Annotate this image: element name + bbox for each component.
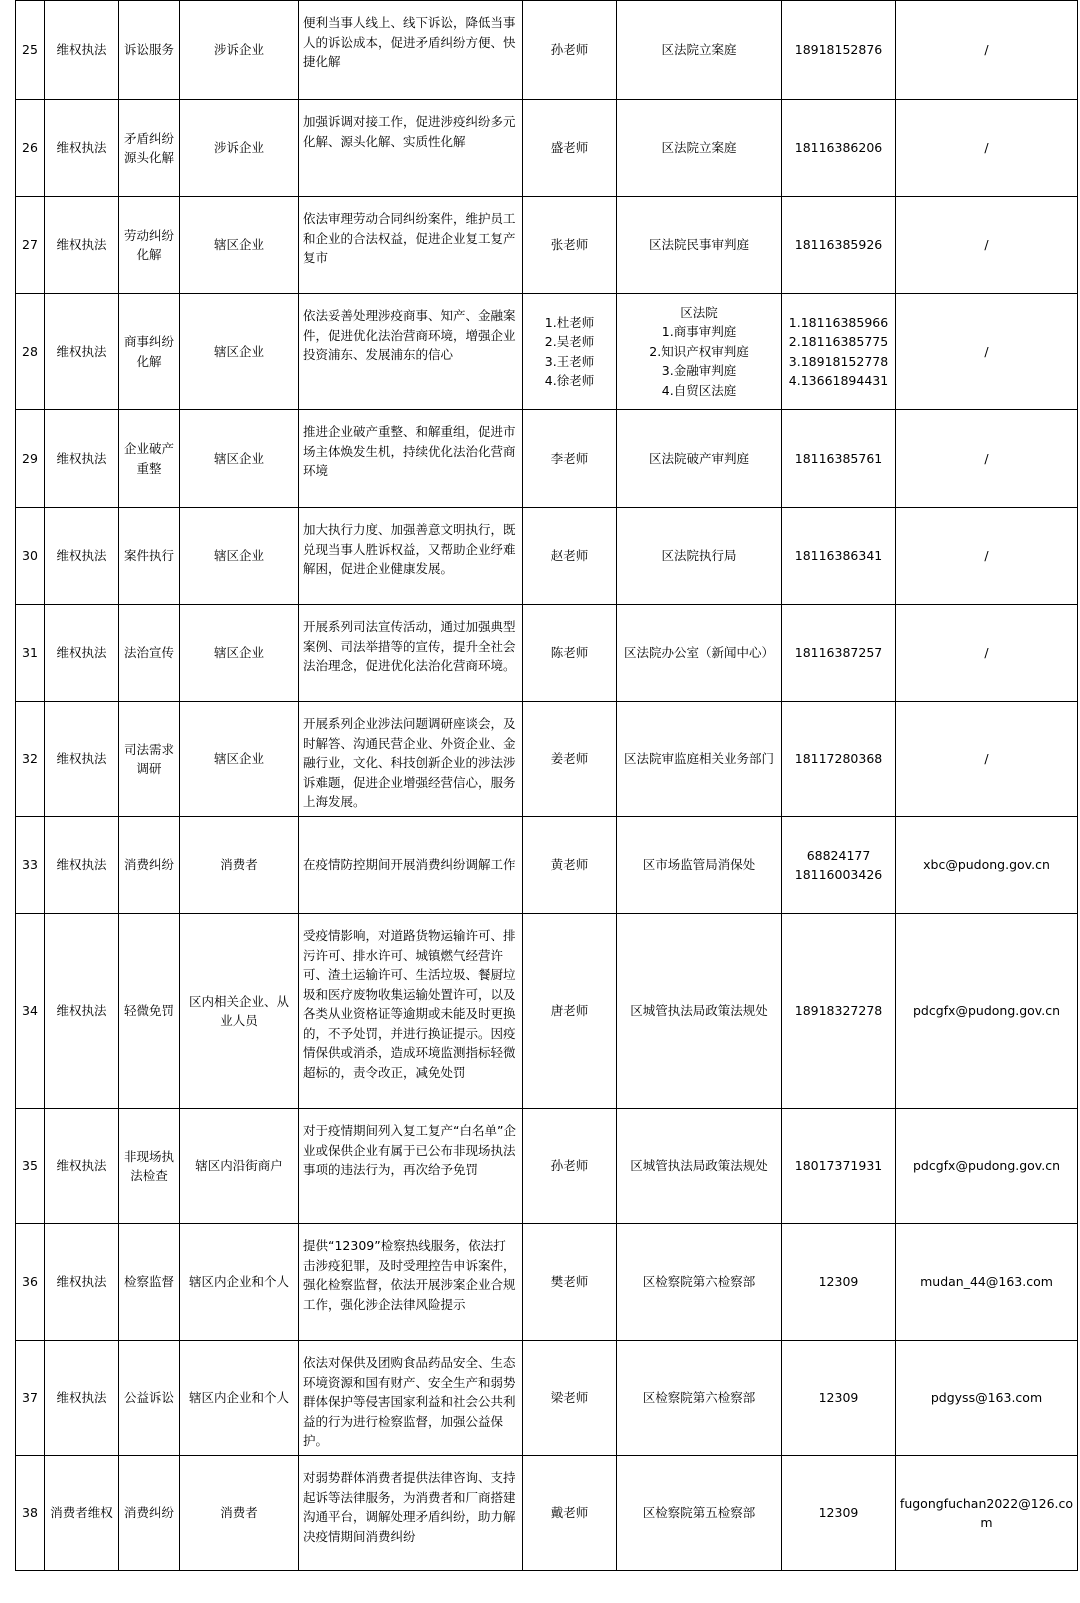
phone-cell — [782, 1224, 896, 1341]
contact-cell — [523, 914, 617, 1109]
table-row — [16, 1, 1078, 100]
content-cell: 在疫情防控期间开展消费纠纷调解工作 — [299, 817, 523, 914]
department-cell — [617, 1109, 782, 1224]
service-item-cell: 案件执行 — [119, 508, 180, 605]
target-cell: 辖区企业 — [180, 197, 299, 294]
table-row — [16, 1456, 1078, 1571]
content-cell: 依法审理劳动合同纠纷案件，维护员工和企业的合法权益，促进企业复工复产复市 — [299, 197, 523, 294]
service-item-cell: 企业破产重整 — [119, 410, 180, 508]
department-cell-line: 3.金融审判庭 — [661, 363, 737, 379]
contact-cell-line: 梁老师 — [550, 1390, 589, 1406]
category-cell: 维权执法 — [45, 294, 119, 410]
phone-cell-line: 12309 — [818, 1274, 859, 1290]
department-cell-line: 1.商事审判庭 — [661, 324, 737, 340]
row-number: 32 — [16, 702, 45, 817]
contact-cell-line: 姜老师 — [550, 751, 589, 767]
phone-cell — [782, 1109, 896, 1224]
email-cell: / — [896, 197, 1078, 294]
service-table — [15, 0, 1078, 1571]
category-cell: 维权执法 — [45, 1224, 119, 1341]
target-cell: 涉诉企业 — [180, 100, 299, 197]
category-cell: 消费者维权 — [45, 1456, 119, 1571]
phone-cell — [782, 702, 896, 817]
row-number: 30 — [16, 508, 45, 605]
department-cell-line: 区法院立案庭 — [661, 140, 737, 156]
email-cell: / — [896, 702, 1078, 817]
contact-cell-line: 2.吴老师 — [544, 334, 595, 349]
department-cell — [617, 1456, 782, 1571]
service-item-cell: 消费纠纷 — [119, 817, 180, 914]
phone-cell-line: 18116385761 — [794, 450, 883, 466]
target-cell: 辖区内企业和个人 — [180, 1341, 299, 1456]
content-cell: 提供“12309”检察热线服务，依法打击涉疫犯罪，及时受理控告申诉案件，强化检察监督，依法开展涉案企业合规工作，强化涉企法律风险提示 — [299, 1224, 523, 1341]
contact-cell — [523, 702, 617, 817]
service-item-cell: 劳动纠纷化解 — [119, 197, 180, 294]
department-cell-line: 区检察院第六检察部 — [642, 1274, 756, 1290]
contact-cell-line: 李老师 — [550, 450, 589, 466]
phone-cell-line: 18918327278 — [794, 1003, 883, 1019]
phone-cell — [782, 410, 896, 508]
contact-cell — [523, 1, 617, 100]
department-cell-line: 区法院破产审判庭 — [648, 450, 749, 466]
email-cell: / — [896, 1, 1078, 100]
department-cell — [617, 1, 782, 100]
department-cell-line: 4.自贸区法庭 — [661, 382, 737, 398]
department-cell — [617, 100, 782, 197]
table-row — [16, 1109, 1078, 1224]
phone-cell-line: 1.18116385966 — [788, 314, 889, 330]
target-cell: 区内相关企业、从业人员 — [180, 914, 299, 1109]
target-cell: 辖区企业 — [180, 702, 299, 817]
contact-cell — [523, 508, 617, 605]
row-number: 26 — [16, 100, 45, 197]
phone-cell — [782, 605, 896, 702]
row-number: 37 — [16, 1341, 45, 1456]
content-cell: 对弱势群体消费者提供法律咨询、支持起诉等法律服务，为消费者和厂商搭建沟通平台，调解处理矛盾纠纷，助力解决疫情期间消费纠纷 — [299, 1456, 523, 1571]
email-cell: pdcgfx@pudong.gov.cn — [896, 914, 1078, 1109]
email-cell: / — [896, 605, 1078, 702]
department-cell-line: 区法院立案庭 — [661, 42, 737, 58]
phone-cell-line: 12309 — [818, 1390, 859, 1406]
row-number: 27 — [16, 197, 45, 294]
department-cell-line: 区城管执法局政策法规处 — [630, 1003, 768, 1019]
department-cell-line: 区检察院第六检察部 — [642, 1390, 756, 1406]
department-cell-line: 区市场监管局消保处 — [642, 857, 756, 873]
contact-cell-line: 樊老师 — [550, 1274, 589, 1290]
service-item-cell: 法治宣传 — [119, 605, 180, 702]
email-cell: fugongfuchan2022@126.com — [896, 1456, 1078, 1571]
content-cell: 便利当事人线上、线下诉讼，降低当事人的诉讼成本，促进矛盾纠纷方便、快捷化解 — [299, 1, 523, 100]
category-cell: 维权执法 — [45, 508, 119, 605]
phone-cell-line: 68824177 — [806, 847, 871, 863]
service-item-cell: 检察监督 — [119, 1224, 180, 1341]
content-cell: 开展系列企业涉法问题调研座谈会，及时解答、沟通民营企业、外资企业、金融行业，文化、科技创新企业的涉法涉诉难题，促进企业增强经营信心，服务上海发展。 — [299, 702, 523, 817]
phone-cell — [782, 294, 896, 410]
category-cell: 维权执法 — [45, 702, 119, 817]
service-item-cell: 消费纠纷 — [119, 1456, 180, 1571]
contact-cell — [523, 605, 617, 702]
category-cell: 维权执法 — [45, 817, 119, 914]
email-cell: mudan_44@163.com — [896, 1224, 1078, 1341]
phone-cell-line: 18116387257 — [794, 645, 883, 661]
phone-cell-line: 18116386206 — [794, 140, 883, 156]
row-number: 38 — [16, 1456, 45, 1571]
department-cell — [617, 294, 782, 410]
contact-cell — [523, 410, 617, 508]
phone-cell-line: 2.18116385775 — [788, 334, 889, 349]
department-cell — [617, 914, 782, 1109]
department-cell — [617, 1341, 782, 1456]
category-cell: 维权执法 — [45, 1341, 119, 1456]
target-cell: 消费者 — [180, 817, 299, 914]
phone-cell-line: 12309 — [818, 1505, 859, 1521]
content-cell: 推进企业破产重整、和解重组，促进市场主体焕发生机，持续优化法治化营商环境 — [299, 410, 523, 508]
contact-cell-line: 赵老师 — [550, 548, 589, 564]
service-item-cell: 诉讼服务 — [119, 1, 180, 100]
row-number: 33 — [16, 817, 45, 914]
contact-cell-line: 3.王老师 — [544, 353, 595, 369]
table-row — [16, 508, 1078, 605]
table-body — [16, 1, 1078, 1571]
contact-cell — [523, 100, 617, 197]
service-item-cell: 司法需求调研 — [119, 702, 180, 817]
phone-cell — [782, 1, 896, 100]
department-cell — [617, 702, 782, 817]
row-number: 34 — [16, 914, 45, 1109]
contact-cell-line: 孙老师 — [550, 1158, 589, 1174]
service-item-cell: 矛盾纠纷源头化解 — [119, 100, 180, 197]
content-cell: 开展系列司法宣传活动，通过加强典型案例、司法举措等的宣传，提升全社会法治理念，促进优化法治化营商环境。 — [299, 605, 523, 702]
email-cell: / — [896, 294, 1078, 410]
table-row — [16, 817, 1078, 914]
phone-cell-line: 18017371931 — [794, 1158, 883, 1174]
email-cell: pdcgfx@pudong.gov.cn — [896, 1109, 1078, 1224]
contact-cell — [523, 1224, 617, 1341]
target-cell: 涉诉企业 — [180, 1, 299, 100]
phone-cell-line: 18918152876 — [794, 42, 883, 58]
content-cell: 依法妥善处理涉疫商事、知产、金融案件，促进优化法治营商环境，增强企业投资浦东、发展浦东的信心 — [299, 294, 523, 410]
email-cell: xbc@pudong.gov.cn — [896, 817, 1078, 914]
contact-cell-line: 盛老师 — [550, 140, 589, 156]
content-cell: 加大执行力度、加强善意文明执行，既兑现当事人胜诉权益，又帮助企业纾难解困，促进企业健康发展。 — [299, 508, 523, 605]
department-cell-line: 区法院民事审判庭 — [648, 237, 749, 253]
contact-cell-line: 孙老师 — [550, 42, 589, 58]
phone-cell — [782, 817, 896, 914]
email-cell: / — [896, 100, 1078, 197]
service-item-cell: 公益诉讼 — [119, 1341, 180, 1456]
row-number: 36 — [16, 1224, 45, 1341]
contact-cell-line: 唐老师 — [550, 1003, 589, 1019]
contact-cell-line: 戴老师 — [550, 1505, 589, 1521]
department-cell — [617, 605, 782, 702]
phone-cell — [782, 1341, 896, 1456]
row-number: 31 — [16, 605, 45, 702]
target-cell: 辖区企业 — [180, 294, 299, 410]
category-cell: 维权执法 — [45, 1, 119, 100]
target-cell: 辖区内企业和个人 — [180, 1224, 299, 1341]
phone-cell — [782, 1456, 896, 1571]
phone-cell-line: 4.13661894431 — [788, 373, 889, 388]
phone-cell-line: 18117280368 — [794, 751, 883, 767]
contact-cell-line: 陈老师 — [550, 645, 589, 661]
category-cell: 维权执法 — [45, 914, 119, 1109]
contact-cell — [523, 817, 617, 914]
department-cell-line: 2.知识产权审判庭 — [649, 343, 749, 359]
table-row — [16, 100, 1078, 197]
table-row — [16, 294, 1078, 410]
contact-cell — [523, 1109, 617, 1224]
row-number: 28 — [16, 294, 45, 410]
content-cell: 对于疫情期间列入复工复产“白名单”企业或保供企业有属于已公布非现场执法事项的违法行为，再次给予免罚 — [299, 1109, 523, 1224]
category-cell: 维权执法 — [45, 410, 119, 508]
phone-cell-line: 18116386341 — [794, 548, 883, 564]
email-cell: / — [896, 508, 1078, 605]
row-number: 29 — [16, 410, 45, 508]
table-row — [16, 410, 1078, 508]
service-item-cell: 非现场执法检查 — [119, 1109, 180, 1224]
content-cell: 受疫情影响，对道路货物运输许可、排污许可、排水许可、城镇燃气经营许可、渣土运输许可、生活垃圾、餐厨垃圾和医疗废物收集运输处置许可，以及各类从业资格证等逾期或未能及时更换的，不予处罚，并进行换证提示。因疫情保供或消杀，造成环境监测指标轻微超标的，责令改正，减免处罚 — [299, 914, 523, 1109]
department-cell — [617, 197, 782, 294]
department-cell-line: 区城管执法局政策法规处 — [630, 1158, 768, 1174]
department-cell — [617, 1224, 782, 1341]
target-cell: 辖区企业 — [180, 508, 299, 605]
category-cell: 维权执法 — [45, 197, 119, 294]
target-cell: 辖区企业 — [180, 605, 299, 702]
table-row — [16, 1224, 1078, 1341]
contact-cell-line: 4.徐老师 — [544, 373, 595, 388]
row-number: 25 — [16, 1, 45, 100]
table-row — [16, 1341, 1078, 1456]
contact-cell-line: 张老师 — [550, 237, 589, 253]
contact-cell-line: 黄老师 — [550, 857, 589, 873]
department-cell — [617, 817, 782, 914]
contact-cell — [523, 197, 617, 294]
email-cell: pdgyss@163.com — [896, 1341, 1078, 1456]
row-number: 35 — [16, 1109, 45, 1224]
department-cell-line: 区法院办公室（新闻中心） — [623, 645, 774, 661]
department-cell-line: 区法院执行局 — [661, 548, 737, 564]
contact-cell — [523, 294, 617, 410]
phone-cell — [782, 100, 896, 197]
email-cell: / — [896, 410, 1078, 508]
category-cell: 维权执法 — [45, 100, 119, 197]
category-cell: 维权执法 — [45, 1109, 119, 1224]
contact-cell — [523, 1456, 617, 1571]
phone-cell — [782, 508, 896, 605]
table-row — [16, 914, 1078, 1109]
department-cell-line: 区法院 — [680, 304, 718, 320]
department-cell — [617, 410, 782, 508]
table-row — [16, 197, 1078, 294]
target-cell: 消费者 — [180, 1456, 299, 1571]
contact-cell-line: 1.杜老师 — [544, 314, 595, 330]
service-item-cell: 商事纠纷化解 — [119, 294, 180, 410]
table-row — [16, 702, 1078, 817]
content-cell: 依法对保供及团购食品药品安全、生态环境资源和国有财产、安全生产和弱势群体保护等侵害国家利益和社会公共利益的行为进行检察监督，加强公益保护。 — [299, 1341, 523, 1456]
department-cell — [617, 508, 782, 605]
table-row — [16, 605, 1078, 702]
phone-cell — [782, 914, 896, 1109]
target-cell: 辖区内沿街商户 — [180, 1109, 299, 1224]
content-cell: 加强诉调对接工作，促进涉疫纠纷多元化解、源头化解、实质性化解 — [299, 100, 523, 197]
category-cell: 维权执法 — [45, 605, 119, 702]
department-cell-line: 区法院审监庭相关业务部门 — [623, 751, 774, 767]
phone-cell-line: 18116003426 — [794, 867, 883, 882]
phone-cell-line: 3.18918152778 — [788, 353, 889, 369]
phone-cell-line: 18116385926 — [794, 237, 883, 253]
service-item-cell: 轻微免罚 — [119, 914, 180, 1109]
target-cell: 辖区企业 — [180, 410, 299, 508]
department-cell-line: 区检察院第五检察部 — [642, 1505, 756, 1521]
phone-cell — [782, 197, 896, 294]
contact-cell — [523, 1341, 617, 1456]
